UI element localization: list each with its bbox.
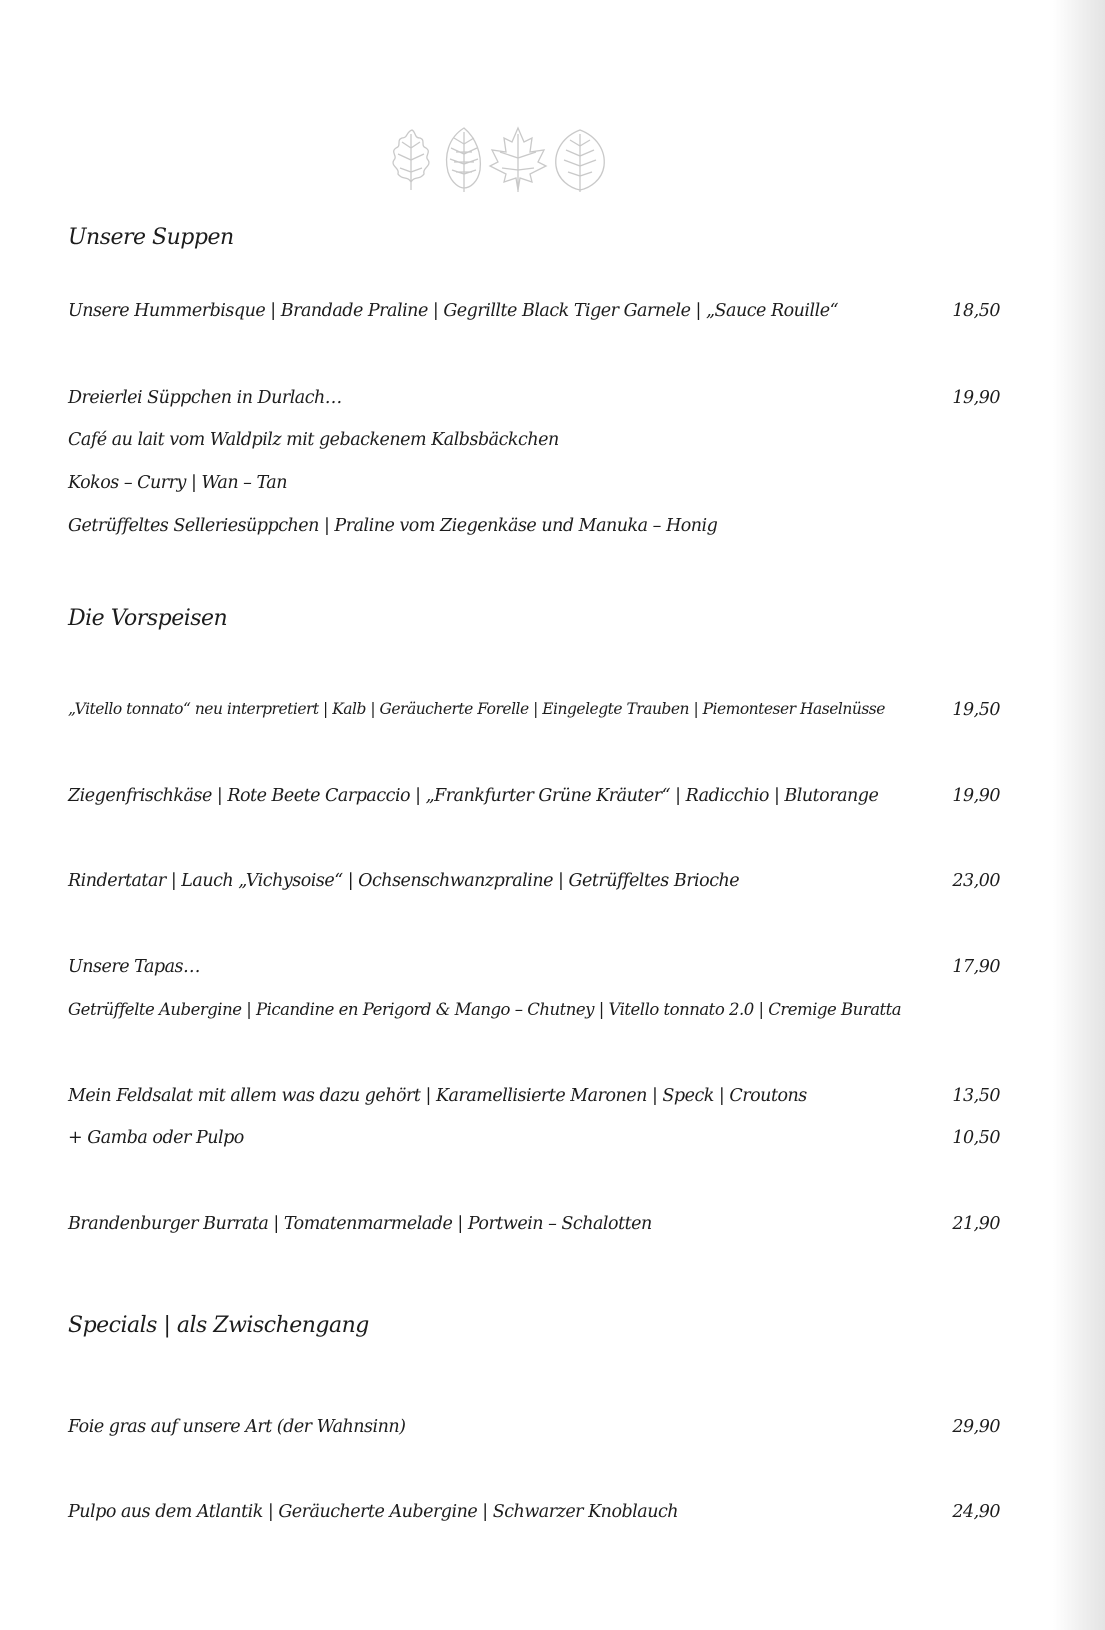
menu-item-hummerbisque: Unsere Hummerbisque | Brandade Praline | Gegrillte Black Tiger Garnele | „Sauce Rouille“: [68, 301, 839, 321]
menu-item-burrata-price: 21,90: [952, 1214, 1000, 1234]
menu-item-pulpo: Pulpo aus dem Atlantik | Geräucherte Aubergine | Schwarzer Knoblauch: [68, 1502, 679, 1522]
oak-leaf-icon: [393, 130, 429, 190]
menu-item-vitello-tonnato-price: 19,50: [952, 700, 1000, 720]
section-title-vorspeisen: Die Vorspeisen: [68, 606, 228, 631]
menu-item-gamba-pulpo: + Gamba oder Pulpo: [68, 1128, 244, 1148]
elm-leaf-icon: [447, 128, 481, 192]
menu-item-tapas: Unsere Tapas…: [68, 957, 201, 977]
menu-item-feldsalat: Mein Feldsalat mit allem was dazu gehört | Karamellisierte Maronen | Speck | Croutons: [68, 1086, 807, 1106]
leaf-logo: [384, 126, 630, 194]
menu-item-ziegenfrischkaese: Ziegenfrischkäse | Rote Beete Carpaccio | „Frankfurter Grüne Kräuter“ | Radicchio | Blutorange: [68, 786, 879, 806]
menu-item-hummerbisque-price: 18,50: [952, 301, 1000, 321]
menu-item-dreierlei-price: 19,90: [952, 388, 1000, 408]
section-title-specials: Specials | als Zwischengang: [68, 1313, 369, 1338]
menu-item-cafe-au-lait: Café au lait vom Waldpilz mit gebackenem Kalbsbäckchen: [68, 430, 559, 450]
menu-item-kokos-curry: Kokos – Curry | Wan – Tan: [68, 473, 287, 493]
menu-item-tapas-details: Getrüffelte Aubergine | Picandine en Perigord & Mango – Chutney | Vitello tonnato 2.0 | Cremige Buratta: [68, 1000, 902, 1019]
menu-item-pulpo-price: 24,90: [952, 1502, 1000, 1522]
beech-leaf-icon: [556, 130, 605, 192]
menu-item-dreierlei: Dreierlei Süppchen in Durlach…: [68, 388, 342, 408]
menu-item-gamba-pulpo-price: 10,50: [952, 1128, 1000, 1148]
section-title-suppen: Unsere Suppen: [68, 225, 234, 250]
page-edge-shadow: [1053, 0, 1105, 1630]
menu-item-ziegenfrischkaese-price: 19,90: [952, 786, 1000, 806]
menu-item-tapas-price: 17,90: [952, 957, 1000, 977]
menu-item-sellerie: Getrüffeltes Selleriesüppchen | Praline vom Ziegenkäse und Manuka – Honig: [68, 516, 718, 536]
menu-item-rindertatar: Rindertatar | Lauch „Vichysoise“ | Ochsenschwanzpraline | Getrüffeltes Brioche: [68, 871, 740, 891]
menu-item-rindertatar-price: 23,00: [952, 871, 1000, 891]
menu-item-vitello-tonnato: „Vitello tonnato“ neu interpretiert | Kalb | Geräucherte Forelle | Eingelegte Trauben | Piemonteser Haselnüsse: [68, 700, 885, 718]
maple-leaf-icon: [490, 128, 546, 192]
menu-item-feldsalat-price: 13,50: [952, 1086, 1000, 1106]
menu-item-foie-gras: Foie gras auf unsere Art (der Wahnsinn): [68, 1417, 406, 1437]
menu-item-foie-gras-price: 29,90: [952, 1417, 1000, 1437]
menu-item-burrata: Brandenburger Burrata | Tomatenmarmelade | Portwein – Schalotten: [68, 1214, 652, 1234]
